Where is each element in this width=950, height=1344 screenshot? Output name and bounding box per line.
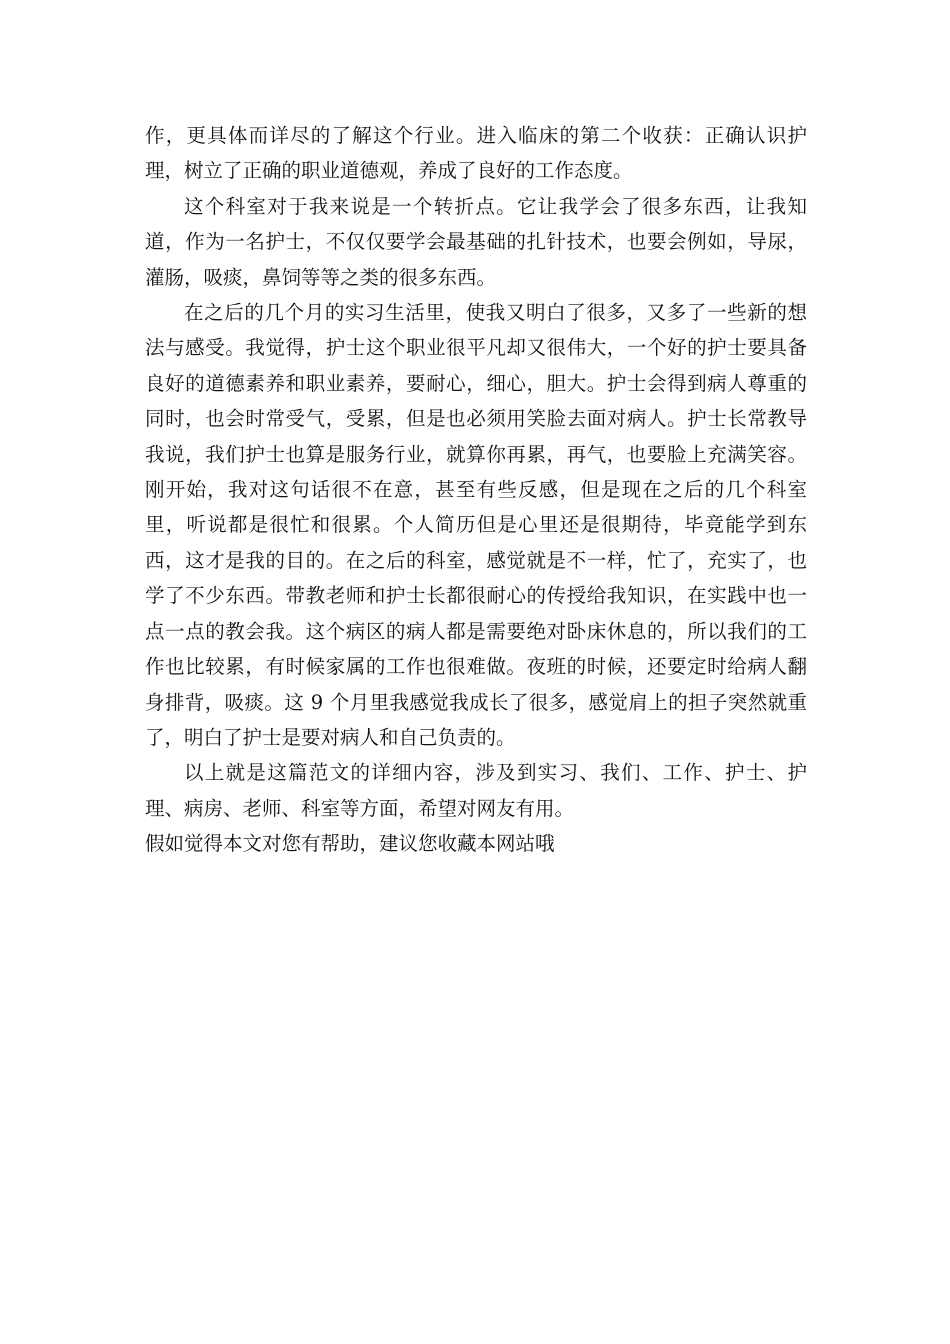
- paragraph-internship-reflection: 在之后的几个月的实习生活里，使我又明白了很多，又多了一些新的想法与感受。我觉得，护士这个职业很平凡却又很伟大，一个好的护士要具备良好的道德素养和职业素养，要耐心，细心，胆大。护士会得到病人尊重的同时，也会时常受气，受累，但是也必须用笑脸去面对病人。护士长常教导我说，我们护士也算是服务行业，就算你再累，再气，也要脸上充满笑容。刚开始，我对这句话很不在意，甚至有些反感，但是现在之后的几个科室里，听说都是很忙和很累。个人简历但是心里还是很期待，毕竟能学到东西，这才是我的目的。在之后的科室，感觉就是不一样，忙了，充实了，也学了不少东西。带教老师和护士长都很耐心的传授给我知识，在实践中也一点一点的教会我。这个病区的病人都是需要绝对卧床休息的，所以我们的工作也比较累，有时候家属的工作也很难做。夜班的时候，还要定时给病人翻身排背，吸痰。这 9 个月里我感觉我成长了很多，感觉肩上的担子突然就重了，明白了护士是要对病人和自己负责的。: [145, 301, 807, 749]
- document-body: [145, 118, 807, 862]
- paragraph-footer-note: 假如觉得本文对您有帮助，建议您收藏本网站哦: [145, 832, 555, 856]
- paragraph-continuation: 作，更具体而详尽的了解这个行业。进入临床的第二个收获：正确认识护理，树立了正确的职业道德观，养成了良好的工作态度。: [145, 124, 807, 183]
- paragraph-summary: 以上就是这篇范文的详细内容，涉及到实习、我们、工作、护士、护理、病房、老师、科室等方面，希望对网友有用。: [145, 761, 807, 820]
- paragraph-turning-point: 这个科室对于我来说是一个转折点。它让我学会了很多东西，让我知道，作为一名护士，不仅仅要学会最基础的扎针技术，也要会例如，导尿，灌肠，吸痰，鼻饲等等之类的很多东西。: [145, 194, 807, 289]
